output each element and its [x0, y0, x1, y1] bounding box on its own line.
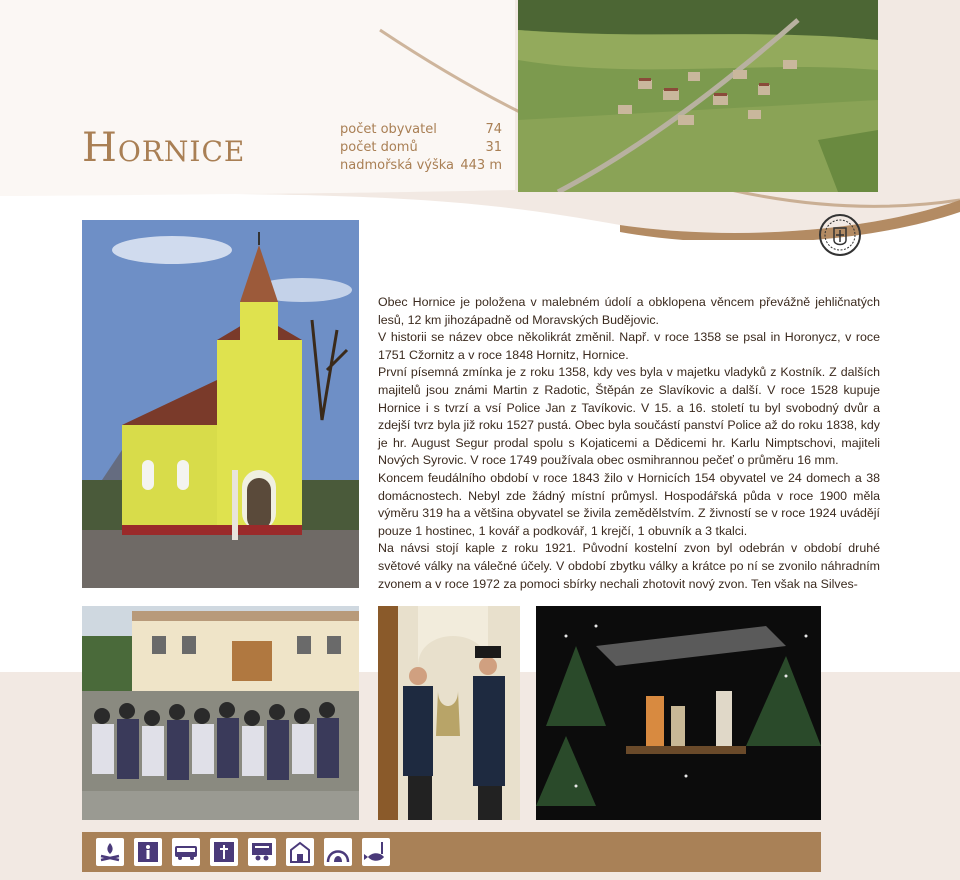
fishing-icon — [362, 838, 390, 866]
paragraph: Koncem feudálního období v roce 1843 žilo v Hornicích 154 obyvatel ve 24 domech a 38 domácnostech. Nebyl zde žádný místní průmysl. Hospodářská půda v roce 1900 měla výměru 319 ha a většina obyvatel se živila zemědělstvím. Z živností se v roce 1924 uvádějí pouze 1 hostinec, 1 kovář a podkovář, 1 krejčí, 1 obuvník a 3 tkalci. — [378, 470, 880, 538]
nativity-scene-photo — [536, 606, 821, 820]
bell-ceremony-photo — [378, 606, 520, 820]
article-body — [378, 294, 880, 593]
stat-houses — [340, 139, 502, 157]
stat-altitude — [340, 157, 502, 175]
stat-label: počet obyvatel — [340, 122, 437, 137]
chapel-icon — [286, 838, 314, 866]
paragraph: První písemná zmínka je z roku 1358, kdy ves byla v majetku vladyků z Kostník. Z dalších majitelů jsou známi Martin z Radotic, Štěpán ze Slavíkovic a další. V roce 1528 kupuje Hornice i s tvrzí a vsí Police Jan z Tavíkovic. V 15. a 16. století tu byl svobodný dvůr a zdejší tvrz byla již roku 1527 pustá. Obec byla součástí panství Police až do roku 1838, kdy je hr. August Segur prodal spolu s Kojaticemi a Dědicemi hr. Karlu Nimptschovi, majiteli Nových Syrovic. V roce 1749 používala obec osmihrannou pečeť o průměru 16 mm. — [378, 365, 880, 468]
stat-value: 443 m — [460, 158, 502, 173]
aerial-village-photo — [518, 0, 878, 192]
amenities-icon-bar — [82, 832, 821, 872]
school-icon — [248, 838, 276, 866]
village-gathering-photo — [82, 606, 359, 820]
bus-icon — [172, 838, 200, 866]
stat-value: 31 — [485, 140, 502, 155]
paragraph: Obec Hornice je položena v malebném údolí a obklopena věncem převážně jehličnatých lesů, 12 km jihozápadně od Moravských Budějovic. — [378, 295, 880, 327]
stats-block — [340, 121, 502, 175]
stat-population — [340, 121, 502, 139]
church-icon — [210, 838, 238, 866]
page-title: Hornice — [82, 125, 246, 171]
paragraph: Na návsi stojí kaple z roku 1921. Původní kostelní zvon byl odebrán v období druhé světové války na válečné účely. V období zbytku války a krátce po ní se zvonilo náhradním zvonem a v roce 1972 za pomoci sbírky nechali zhotovit nový zvon. Ten však na Silves- — [378, 541, 880, 591]
campfire-icon — [96, 838, 124, 866]
chapel-photo — [82, 220, 359, 588]
stat-value: 74 — [485, 122, 502, 137]
cave-icon — [324, 838, 352, 866]
paragraph: V historii se název obce několikrát změnil. Např. v roce 1358 se psal in Horonycz, v roce 1751 Cžornitz a v roce 1848 Hornitz, Hornice. — [378, 330, 880, 362]
municipal-seal-emblem — [818, 210, 862, 260]
information-icon — [134, 838, 162, 866]
stat-label: nadmořská výška — [340, 158, 455, 173]
stat-label: počet domů — [340, 140, 418, 155]
